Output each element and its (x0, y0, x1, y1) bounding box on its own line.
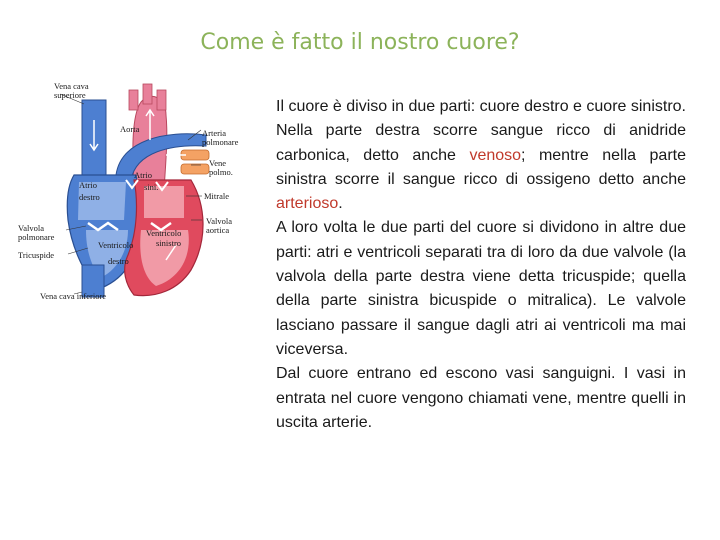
highlight-arterioso: arterioso (276, 195, 339, 213)
body-text (276, 95, 686, 435)
label-vena-cava-inferiore: Vena cava inferiore (40, 291, 107, 301)
label-valvola-aortica: aortica (206, 225, 230, 235)
heart-diagram-svg (16, 80, 244, 302)
label-vene-polmonari: Vene (209, 158, 226, 168)
label-arteria-polmonare: polmonare (202, 137, 239, 147)
paragraph-atria-ventricles: A loro volta le due parti del cuore si dividono in altre due parti: atri e ventricoli separati tra di loro da due valvole (la valvola della parte destra viene detta tricuspide; quella della parte sinistra bicuspide o mitralica). Le valvole lasciano passare il sangue dagli atri ai ventricoli ma mai viceversa. (276, 219, 686, 358)
paragraph-text: Il cuore è diviso in due parti: cuore destro e cuore sinistro. Nella parte destra scorre sangue ricco di anidride carbonica, detto anche (276, 98, 686, 164)
pulmonary-vein (181, 164, 209, 174)
aorta-branch (129, 90, 138, 110)
paragraph-heart-halves (276, 95, 686, 216)
label-aorta: Aorta (120, 124, 140, 134)
paragraph-text: . (338, 195, 343, 213)
label-vene-polmonari: polmo. (209, 167, 233, 177)
aorta-branch (143, 84, 152, 104)
page-title: Come è fatto il nostro cuore? (200, 30, 520, 55)
label-ventricolo-sinistro: sinistro (156, 238, 182, 248)
label-arteria-polmonare: Arteria (202, 128, 227, 138)
highlight-venoso: venoso (469, 146, 522, 164)
heart-diagram (16, 80, 244, 302)
label-atrio-destro: Atrio (79, 180, 97, 190)
aorta-branch (157, 90, 166, 110)
label-atrio-sinistro: Atrio (134, 170, 152, 180)
paragraph-blood-vessels: Dal cuore entrano ed escono vasi sanguigni. I vasi in entrata nel cuore vengono chiamati vene, mentre quelli in uscita arterie. (276, 365, 686, 431)
label-ventricolo-sinistro: Ventricolo (146, 228, 182, 238)
label-vena-cava-superiore: superiore (54, 90, 86, 100)
label-ventricolo-destro: destro (108, 256, 129, 266)
label-atrio-destro: destro (79, 192, 100, 202)
label-vena-cava-superiore: Vena cava (54, 81, 89, 91)
label-valvola-polmonare: Valvola (18, 223, 44, 233)
label-valvola-polmonare: polmonare (18, 232, 55, 242)
label-atrio-sinistro: sini. (144, 182, 159, 192)
label-tricuspide: Tricuspide (18, 250, 55, 260)
paragraph-text: ; mentre nella parte sinistra scorre il sangue ricco di ossigeno detto anche (276, 146, 686, 188)
label-mitrale: Mitrale (204, 191, 230, 201)
label-ventricolo-destro: Ventricolo (98, 240, 134, 250)
label-valvola-aortica: Valvola (206, 216, 232, 226)
